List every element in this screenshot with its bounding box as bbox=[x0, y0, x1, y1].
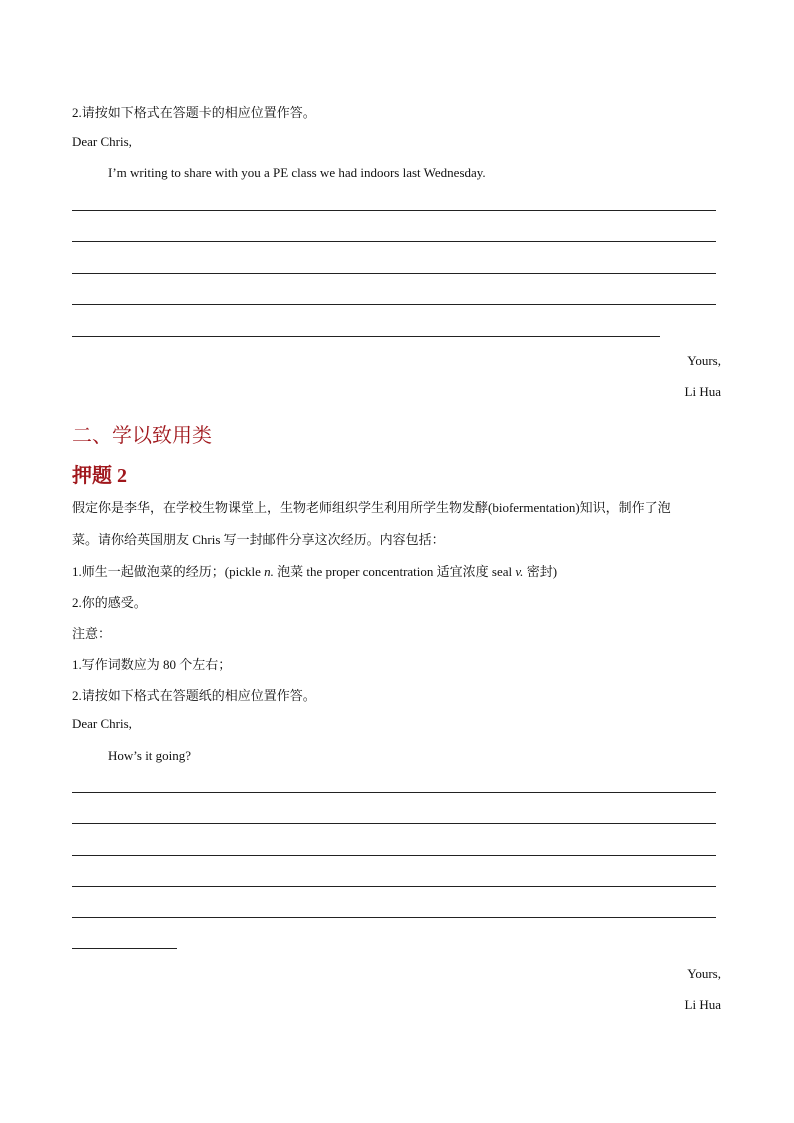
letter-greeting: Dear Chris, bbox=[72, 134, 132, 149]
letter-greeting: Dear Chris, bbox=[72, 716, 132, 731]
answer-line[interactable] bbox=[72, 855, 716, 856]
letter-signature: Li Hua bbox=[684, 384, 721, 399]
content-point-2: 2.你的感受。 bbox=[72, 595, 147, 610]
content-point-1: 1.师生一起做泡菜的经历；(pickle n. 泡菜 the proper concentration 适宜浓度 seal v. 密封) bbox=[72, 564, 558, 579]
note-item: 2.请按如下格式在答题纸的相应位置作答。 bbox=[72, 688, 316, 703]
letter-closing: Yours, bbox=[687, 966, 721, 981]
note-label: 注意： bbox=[72, 626, 112, 641]
letter-opening: How’s it going? bbox=[108, 748, 192, 763]
answer-line[interactable] bbox=[72, 886, 716, 887]
answer-line[interactable] bbox=[72, 241, 716, 242]
answer-line[interactable] bbox=[72, 823, 716, 824]
task-prompt: 菜。请你给英国朋友 Chris 写一封邮件分享这次经历。内容包括： bbox=[72, 532, 445, 547]
answer-line[interactable] bbox=[72, 792, 716, 793]
letter-closing: Yours, bbox=[687, 353, 721, 368]
task-title: 押题 2 bbox=[72, 465, 127, 487]
letter-signature: Li Hua bbox=[684, 997, 721, 1012]
answer-line[interactable] bbox=[72, 273, 716, 274]
answer-line[interactable] bbox=[72, 948, 177, 949]
answer-line[interactable] bbox=[72, 917, 716, 918]
note-item: 1.写作词数应为 80 个左右； bbox=[72, 657, 232, 672]
answer-line[interactable] bbox=[72, 210, 716, 211]
format-instruction: 2.请按如下格式在答题卡的相应位置作答。 bbox=[72, 105, 316, 120]
letter-opening: I’m writing to share with you a PE class we had indoors last Wednesday. bbox=[108, 165, 486, 180]
section-title: 二、学以致用类 bbox=[72, 425, 212, 447]
answer-line[interactable] bbox=[72, 336, 660, 337]
task-prompt: 假定你是李华，在学校生物课堂上，生物老师组织学生利用所学生物发酵(biofermentation)知识，制作了泡 bbox=[72, 500, 671, 515]
answer-line[interactable] bbox=[72, 304, 716, 305]
